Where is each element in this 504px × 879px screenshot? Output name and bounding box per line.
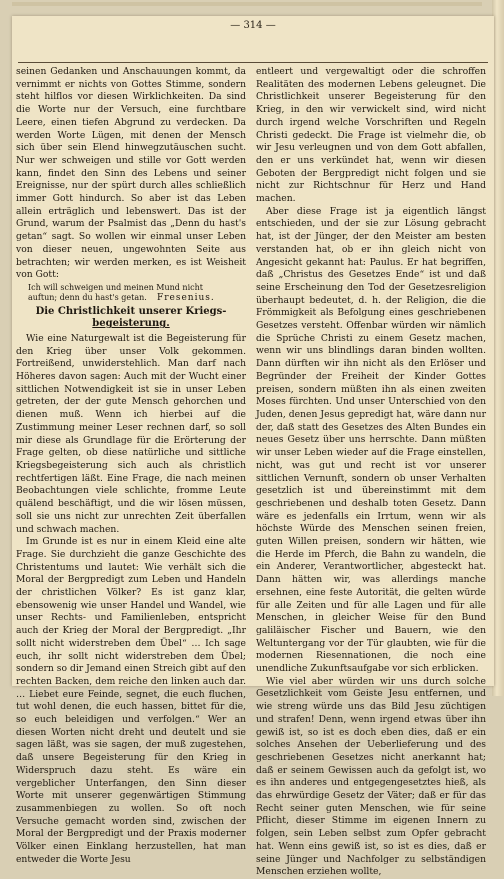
section-title <box>16 306 246 331</box>
quote-line: auftun; denn du hast's getan. Fresenius. <box>28 292 215 303</box>
paragraph: Aber diese Frage ist ja eigentlich längst entschieden, und der sie zur Lösung gebracht hat, ist der Jünger, der den Meister am besten verstanden hat, ob er ihn gleich nicht von Angesicht gekannt hat: Paulus. Er hat begriffen, daß „Christus des Gesetzes Ende“ ist und daß seine Erscheinung den Tod der Gesetzesreligion überhaupt bedeutet, d. h. der Religion, die die Frömmigkeit als Befolgung eines geschriebenen Gesetzes versteht. Offenbar würden wir nämlich die Sprüche Christi zu einem Gesetz machen, wenn wir uns blindlings daran binden wollten. Dann dürften wir ihn nicht als den Erlöser und Begründer der Freiheit der Kinder Gottes preisen, sondern müßten ihn als einen zweiten Moses fürchten. Und unser Unterschied von den Juden, denen Jesus gepredigt hat, wäre dann nur der, daß statt des Gesetzes des Alten Bundes ein neues Gesetz über uns herrschte. Dann müßten wir unser Leben wieder auf die Frage einstellen, nicht, was gut und recht ist vor unserer sittlichen Vernunft, sondern ob unser Verhalten gesetzlich ist und übereinstimmt mit dem geschriebenen und deshalb toten Gesetz. Dann wäre es jedenfalls ein Irrtum, wenn wir als höchste Würde des Menschen seinen freien, guten Willen preisen, sondern wir hätten, wie die Herde im Pferch, die Bahn zu wandeln, die ein Anderer, Verantwortlicher, abgesteckt hat. Dann hätten wir, was allerdings manche ersehnen, eine feste Autorität, die gelten würde für alle Zeiten und für alle Lagen und für alle Menschen, in gleicher Weise für den Bund galiläischer Fischer und Bauern, wie den Weltuntergang vor der Tür glaubten, wie für die modernen Riesennationen, die noch eine unendliche Zukunftsaufgabe vor sich erblicken. <box>256 205 486 675</box>
quote-author: Fresenius. <box>156 292 215 303</box>
paragraph: Wie eine Naturgewalt ist die Begeisterung für den Krieg über unser Volk gekommen. Fortreißend, unwiderstehlich. Man darf nach Höheres davon sagen: Auch mit der Wucht einer sittlichen Notwendigkeit ist sie in unser Leben getreten, der der gute Mensch gehorchen und dienen muß. Wenn ich hierbei auf die Zustimmung meiner Leser rechnen darf, so soll mir diese als Grundlage für die Erörterung der Frage gelten, ob diese natürliche und sittliche Kriegsbegeisterung sich auch als christlich rechtfertigen läßt. Eine Frage, die nach meinen Beobachtungen viele schlichte, fromme Leute quälend beschäftigt, und die wir lösen müssen, soll sie uns nicht zur unrechten Zeit überfallen und schwach machen. <box>16 332 246 535</box>
paragraph: Wie viel aber würden wir uns durch solche Gesetzlichkeit vom Geiste Jesu entfernen, und wie streng würde uns das Bild Jesu züchtigen und strafen! Denn, wenn irgend etwas über ihn gewiß ist, so ist es doch eben dies, daß er ein solches Ansehen der Ueberlieferung und des geschriebenen Gesetzes nicht anerkannt hat; daß er seinem Gewissen auch da gefolgt ist, wo es ihn anderes und entgegengesetztes hieß, als das ehrwürdige Gesetz der Väter; daß er für das Recht seiner guten Menschen, wie für seine Pflicht, dieser Stimme im eigenen Innern zu folgen, sein Leben selbst zum Opfer gebracht hat. Wenn eins gewiß ist, so ist es dies, daß er seine Jünger und Nachfolger zu selbständigen Menschen erziehen wollte, <box>256 675 486 878</box>
paragraph: seinen Gedanken und Anschauungen kommt, da vernimmt er nichts von Gottes Stimme, sondern steht hilflos vor diesen Wirklichkeiten. Da sind die Worte nur der Versuch, eine furchtbare Leere, einen tiefen Abgrund zu verdecken. Da werden Worte Lügen, mit denen der Mensch sich über sein Elend hinwegzutäuschen sucht. Nur wer schweigen und stille vor Gott werden kann, findet den Sinn des Lebens und seiner Ereignisse, nur der spürt durch alles schließlich immer Gott hindurch. So aber ist das Leben allein erträglich und lebenswert. Das ist der Grund, warum der Psalmist das „Denn du hast's getan“ sagt. So wollen wir einmal unser Leben von dieser neuen, ungewohnten Seite aus betrachten; wir werden merken, es ist Weisheit von Gott: <box>16 66 246 281</box>
section-title-line: Die Christlichkeit unserer Kriegs- <box>35 305 227 317</box>
header-rule <box>18 62 488 63</box>
page-top-edge <box>12 2 482 6</box>
right-column <box>256 66 486 878</box>
quote <box>16 283 246 303</box>
quote-line: Ich will schweigen und meinen Mund nicht <box>28 282 203 292</box>
paragraph: Im Grunde ist es nur in einem Kleid eine alte Frage. Sie durchzieht die ganze Geschichte des Christentums und lautet: Wie verhält sich die Moral der Bergpredigt zum Leben und Handeln der christlichen Völker? Es ist ganz klar, ebensowenig wie unser Handel und Wandel, wie unser Rechts- und Familienleben, entspricht auch der Krieg der Moral der Bergpredigt. „Ihr sollt nicht widerstreben dem Übel“ … Ich sage euch, ihr sollt nicht widerstreben dem Übel; sondern so dir Jemand einen Streich gibt auf den rechten Backen, dem reiche den linken auch dar. … Liebet eure Feinde, segnet, die euch fluchen, tut wohl denen, die euch hassen, bittet für die, so euch beleidigen und verfolgen.“ Wer an diesen Worten nicht dreht und deutelt und sie sagen läßt, was sie sagen, der muß zugestehen, daß unsere Begeisterung für den Krieg in Widerspruch dazu steht. Es wäre ein vergeblicher Unterfangen, den Sinn dieser Worte mit unserer gegenwärtigen Stimmung zusammenbiegen zu wollen. So oft noch Versuche gemacht worden sind, zwischen der Moral der Bergpredigt und der Praxis moderner Völker einen Einklang herzustellen, hat man entweder die Worte Jesu <box>16 536 246 865</box>
left-column <box>16 66 246 865</box>
document-page <box>12 16 494 878</box>
paragraph: entleert und vergewaltigt oder die schroffen Realitäten des modernen Lebens geleugnet. Die Christlichkeit unserer Begeisterung für den Krieg, in den wir verwickelt sind, wird nicht durch irgend welche Vorschriften und Regeln Christi gedeckt. Die Frage ist vielmehr die, ob wir Jesu verleugnen und von dem Gott abfallen, den er uns verkündet hat, wenn wir diesen Geboten der Bergpredigt nicht folgen und sie nicht zur Richtschnur für Herz und Hand machen. <box>256 66 486 205</box>
page-number: — 314 — <box>230 20 276 31</box>
section-title-line: begeisterung. <box>92 318 170 330</box>
